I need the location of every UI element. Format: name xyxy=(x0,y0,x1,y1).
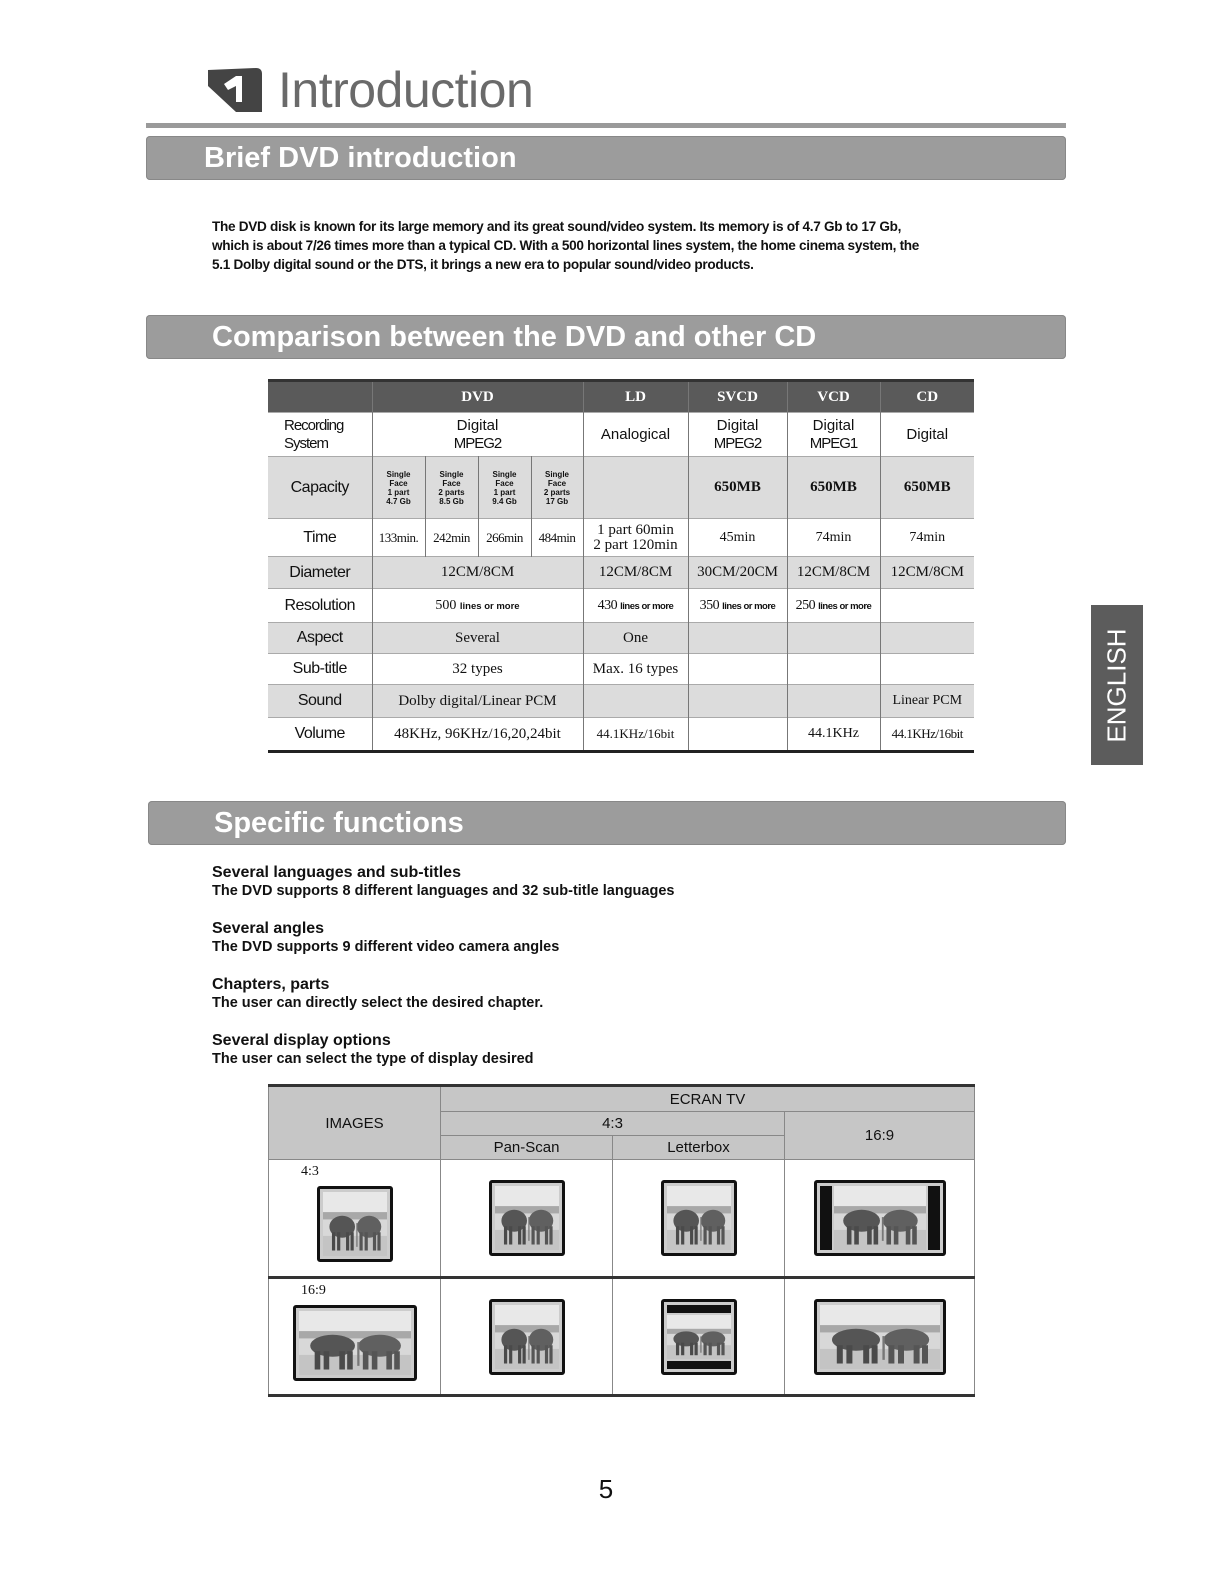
cell xyxy=(785,1278,975,1396)
cell: Several xyxy=(372,623,583,654)
row-label: Aspect xyxy=(296,629,343,646)
cell: Digital MPEG2 xyxy=(372,413,583,457)
intro-paragraph xyxy=(212,217,1052,274)
header-4-3: 4:3 xyxy=(441,1112,785,1136)
row-label: Recording System xyxy=(284,416,344,452)
cell: 650MB xyxy=(688,457,787,519)
image-pan-scan xyxy=(489,1180,565,1256)
table-header-row xyxy=(268,381,974,413)
function-item: Several display options The user can select the type of display desired xyxy=(212,1032,534,1067)
cell: 32 types xyxy=(372,654,583,685)
chapter-number-icon xyxy=(206,66,264,114)
cell: 650MB xyxy=(880,457,974,519)
header-pan-scan: Pan-Scan xyxy=(441,1136,613,1160)
cell: 350 lines or more xyxy=(688,589,787,623)
cell xyxy=(785,1160,975,1278)
cell xyxy=(688,654,787,685)
cell: 44.1KHz/16bit xyxy=(583,718,688,752)
cell: 30CM/20CM xyxy=(688,557,787,589)
cell xyxy=(880,589,974,623)
display-header-row xyxy=(269,1086,975,1112)
function-item: Several languages and sub-titles The DVD supports 8 different languages and 32 sub-title languages xyxy=(212,864,675,899)
section-banner-brief: Brief DVD introduction xyxy=(146,136,1066,180)
functions-list xyxy=(212,864,1012,1088)
table-row-aspect xyxy=(268,623,974,654)
row-label: Capacity xyxy=(290,478,349,496)
title-rule xyxy=(146,123,1066,128)
cell xyxy=(880,654,974,685)
cell: 74min xyxy=(787,519,880,557)
cell xyxy=(583,457,688,519)
ratio-label: 4:3 xyxy=(301,1164,319,1179)
cell: Digital MPEG1 xyxy=(787,413,880,457)
display-row-4-3 xyxy=(269,1160,975,1278)
image-letterbox xyxy=(661,1299,737,1375)
header-ld: LD xyxy=(583,381,688,413)
cell: Analogical xyxy=(583,413,688,457)
page-title: Introduction xyxy=(278,62,534,118)
cell: 74min xyxy=(880,519,974,557)
table-row-sound xyxy=(268,685,974,718)
cell xyxy=(688,685,787,718)
cell: 12CM/8CM xyxy=(787,557,880,589)
header-dvd: DVD xyxy=(372,381,583,413)
header-vcd: VCD xyxy=(787,381,880,413)
row-label: Resolution xyxy=(284,596,356,614)
image-pan-scan xyxy=(489,1299,565,1375)
section-banner-comparison: Comparison between the DVD and other CD xyxy=(146,315,1066,359)
cell: Dolby digital/Linear PCM xyxy=(372,685,583,718)
image-letterbox xyxy=(661,1180,737,1256)
cell xyxy=(613,1278,785,1396)
ratio-label: 16:9 xyxy=(301,1283,326,1298)
cell: 500 lines or more xyxy=(372,589,583,623)
row-label: Time xyxy=(303,528,337,546)
table-row-resolution xyxy=(268,589,974,623)
cell xyxy=(880,623,974,654)
cell xyxy=(441,1160,613,1278)
cell xyxy=(688,718,787,752)
cell: Digital MPEG2 xyxy=(688,413,787,457)
row-label: Sub-title xyxy=(292,660,347,677)
cell: 250 lines or more xyxy=(787,589,880,623)
function-item: Several angles The DVD supports 9 different video camera angles xyxy=(212,920,560,955)
cell xyxy=(269,1278,441,1396)
header-letterbox: Letterbox xyxy=(613,1136,785,1160)
header-svcd: SVCD xyxy=(688,381,787,413)
intro-line: which is about 7/26 times more than a typical CD. With a 500 horizontal lines system, the home cinema system, the xyxy=(212,238,920,253)
cell: 45min xyxy=(688,519,787,557)
cell: 242min xyxy=(425,519,478,557)
cell: Single Face 2 parts 17 Gb xyxy=(531,457,583,519)
cell: 650MB xyxy=(787,457,880,519)
cell xyxy=(441,1278,613,1396)
chapter-title xyxy=(206,62,533,118)
image-4-3 xyxy=(317,1186,393,1262)
header-images: IMAGES xyxy=(269,1086,441,1160)
table-row-diameter xyxy=(268,557,974,589)
cell: 430 lines or more xyxy=(583,589,688,623)
header-16-9: 16:9 xyxy=(785,1112,975,1160)
header-ecran-tv: ECRAN TV xyxy=(441,1086,975,1112)
display-options-table xyxy=(268,1084,975,1397)
header-cd: CD xyxy=(880,381,974,413)
section-banner-specific: Specific functions xyxy=(148,801,1066,845)
cell xyxy=(787,685,880,718)
cell xyxy=(613,1160,785,1278)
table-row-capacity xyxy=(268,457,974,519)
display-row-16-9 xyxy=(269,1278,975,1396)
cell: Single Face 1 part 4.7 Gb xyxy=(372,457,425,519)
cell: 266min xyxy=(478,519,531,557)
function-item: Chapters, parts The user can directly select the desired chapter. xyxy=(212,976,544,1011)
cell: One xyxy=(583,623,688,654)
cell: Digital xyxy=(880,413,974,457)
cell xyxy=(688,623,787,654)
table-row-recording xyxy=(268,413,974,457)
cell: 12CM/8CM xyxy=(583,557,688,589)
image-pillarbox xyxy=(814,1180,946,1256)
row-label: Volume xyxy=(294,725,345,742)
cell: Linear PCM xyxy=(880,685,974,718)
cell: 48KHz, 96KHz/16,20,24bit xyxy=(372,718,583,752)
cell: 484min xyxy=(531,519,583,557)
cell xyxy=(269,1160,441,1278)
cell: 1 part 60min 2 part 120min xyxy=(583,519,688,557)
comparison-table xyxy=(268,379,974,753)
intro-line: 5.1 Dolby digital sound or the DTS, it brings a new era to popular sound/video products. xyxy=(212,257,754,272)
cell: 44.1KHz/16bit xyxy=(880,718,974,752)
table-row-time xyxy=(268,519,974,557)
cell: Max. 16 types xyxy=(583,654,688,685)
table-row-subtitle xyxy=(268,654,974,685)
cell xyxy=(787,623,880,654)
cell xyxy=(787,654,880,685)
cell xyxy=(583,685,688,718)
cell: 12CM/8CM xyxy=(880,557,974,589)
row-label: Diameter xyxy=(289,563,351,581)
language-tab: ENGLISH xyxy=(1091,605,1143,765)
cell: 12CM/8CM xyxy=(372,557,583,589)
cell: 133min. xyxy=(372,519,425,557)
row-label: Sound xyxy=(297,692,342,709)
page-number: 5 xyxy=(598,1474,614,1504)
cell: Single Face 2 parts 8.5 Gb xyxy=(425,457,478,519)
cell: 44.1KHz xyxy=(787,718,880,752)
header-cell xyxy=(268,381,372,413)
intro-line: The DVD disk is known for its large memory and its great sound/video system. Its memory is of 4.7 Gb to 17 Gb, xyxy=(212,219,902,234)
table-row-volume xyxy=(268,718,974,752)
image-16-9 xyxy=(293,1305,417,1381)
cell: Single Face 1 part 9.4 Gb xyxy=(478,457,531,519)
image-16-9-full xyxy=(814,1299,946,1375)
